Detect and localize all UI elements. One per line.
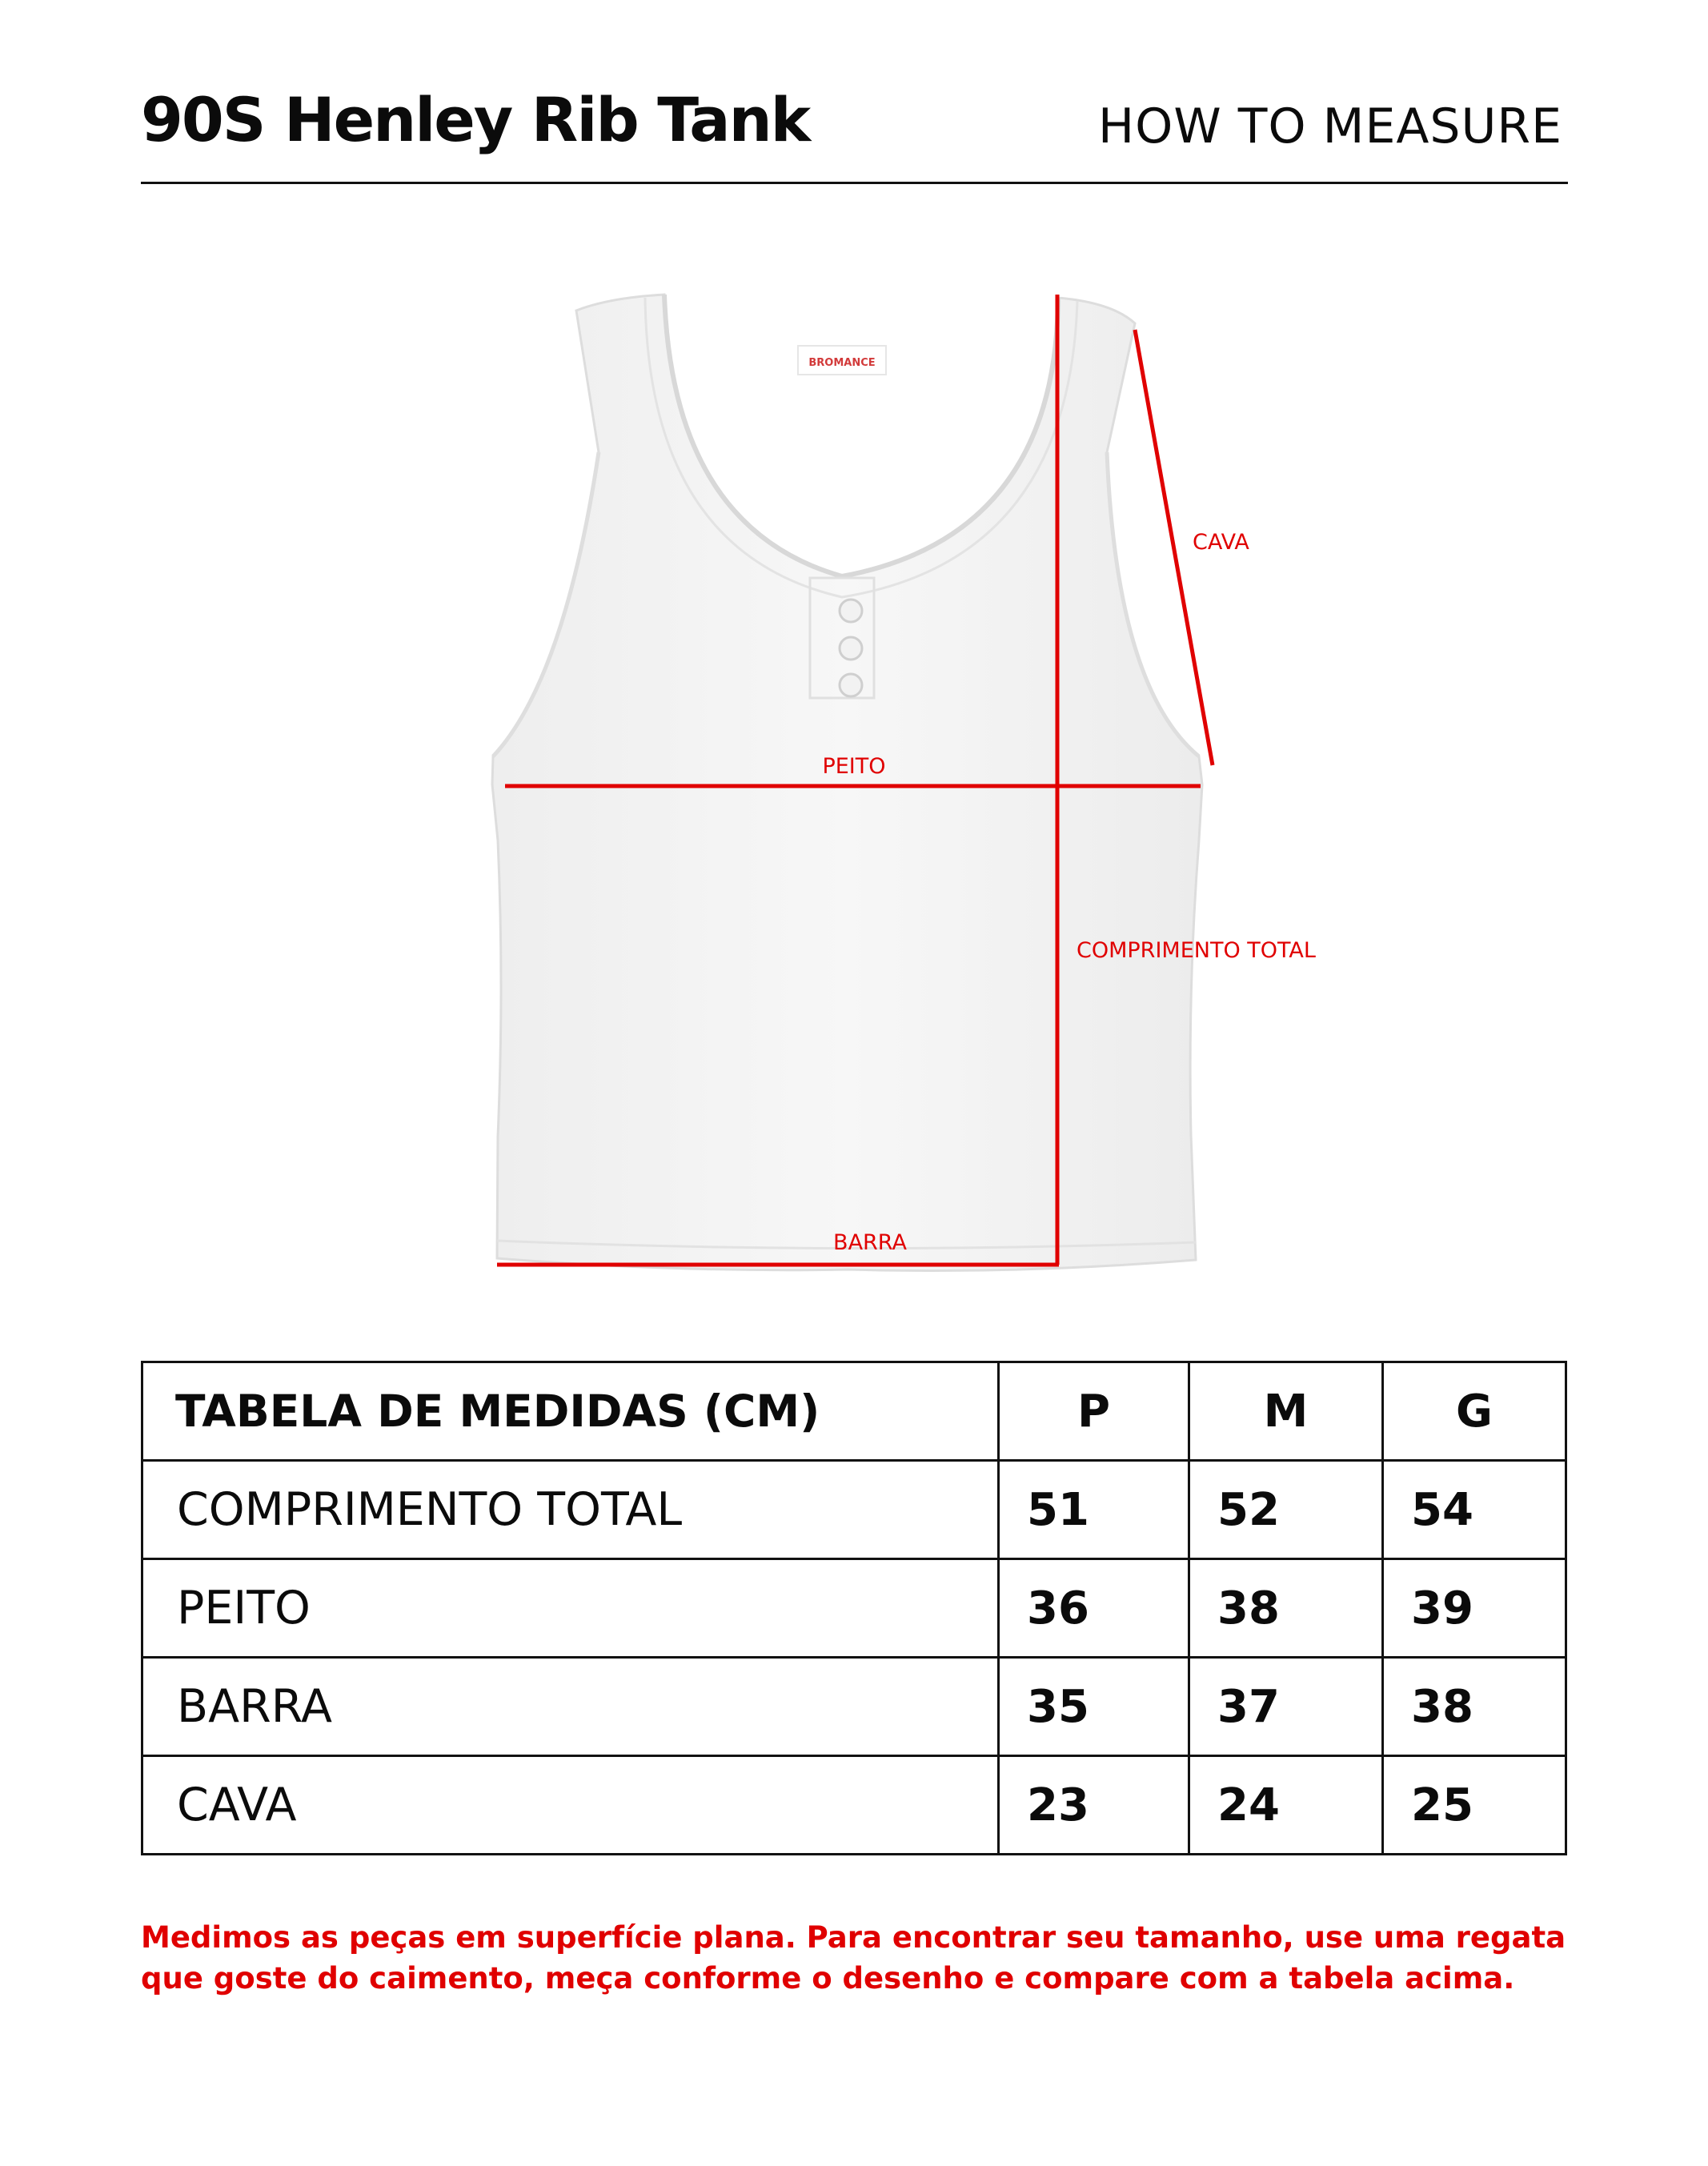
how-to-measure-heading: HOW TO MEASURE bbox=[1097, 98, 1562, 154]
brand-label-text: BROMANCE bbox=[808, 357, 876, 369]
value-cell: 38 bbox=[1383, 1658, 1566, 1756]
value-cell: 38 bbox=[1189, 1559, 1383, 1658]
button-icon bbox=[840, 674, 862, 696]
row-label: CAVA bbox=[142, 1756, 999, 1855]
value-cell: 37 bbox=[1189, 1658, 1383, 1756]
armhole-label: CAVA bbox=[1193, 530, 1249, 555]
value-cell: 23 bbox=[999, 1756, 1189, 1855]
row-label: COMPRIMENTO TOTAL bbox=[142, 1461, 999, 1559]
row-label: PEITO bbox=[142, 1559, 999, 1658]
value-cell: 51 bbox=[999, 1461, 1189, 1559]
row-label: BARRA bbox=[142, 1658, 999, 1756]
table-row bbox=[142, 1559, 1566, 1658]
button-icon bbox=[840, 600, 862, 622]
measurement-note: Medimos as peças em superfície plana. Para encontrar seu tamanho, use uma regata que goste do caimento, meça conforme o desenho e compare com a tabela acima. bbox=[141, 1920, 1566, 1996]
size-chart-table bbox=[141, 1361, 1567, 1855]
size-header-p: P bbox=[999, 1362, 1189, 1461]
product-title: 90S Henley Rib Tank bbox=[141, 84, 810, 155]
value-cell: 24 bbox=[1189, 1756, 1383, 1855]
value-cell: 36 bbox=[999, 1559, 1189, 1658]
chest-label: PEITO bbox=[822, 754, 886, 779]
value-cell: 35 bbox=[999, 1658, 1189, 1756]
value-cell: 52 bbox=[1189, 1461, 1383, 1559]
button-icon bbox=[840, 637, 862, 660]
table-row bbox=[142, 1658, 1566, 1756]
table-header-row bbox=[142, 1362, 1566, 1461]
table-row bbox=[142, 1461, 1566, 1559]
table-title: TABELA DE MEDIDAS (CM) bbox=[142, 1362, 999, 1461]
value-cell: 39 bbox=[1383, 1559, 1566, 1658]
size-header-m: M bbox=[1189, 1362, 1383, 1461]
size-header-g: G bbox=[1383, 1362, 1566, 1461]
total-length-label: COMPRIMENTO TOTAL bbox=[1077, 938, 1316, 963]
table-row bbox=[142, 1756, 1566, 1855]
hem-label: BARRA bbox=[833, 1230, 907, 1255]
value-cell: 25 bbox=[1383, 1756, 1566, 1855]
tank-top-illustration bbox=[492, 295, 1202, 1271]
value-cell: 54 bbox=[1383, 1461, 1566, 1559]
